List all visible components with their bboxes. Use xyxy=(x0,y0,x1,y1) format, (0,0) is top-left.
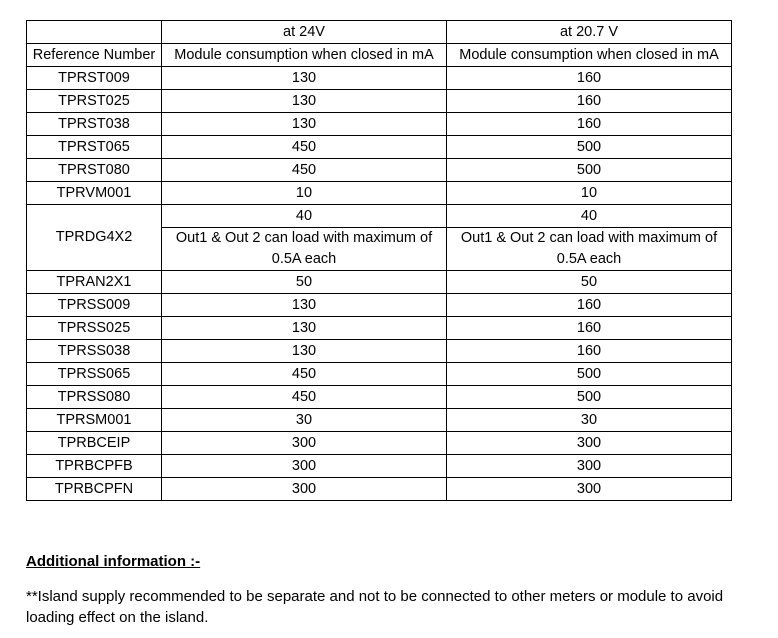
table-row xyxy=(27,409,732,432)
value-20-7v-cell: 500 xyxy=(447,363,732,386)
header-cell-blank xyxy=(27,21,162,44)
table-row xyxy=(27,317,732,340)
header-row xyxy=(27,21,732,44)
value-20-7v-cell: 300 xyxy=(447,455,732,478)
value-24v-cell: 450 xyxy=(162,386,447,409)
table-row xyxy=(27,478,732,501)
additional-info-note: **Island supply recommended to be separate and not to be connected to other meters or module to avoid loading effect on the island. xyxy=(26,588,724,626)
header-cell-24v: at 24V xyxy=(162,21,447,44)
column-header-consumption-24v: Module consumption when closed in mA xyxy=(162,44,447,67)
value-24v-cell: 450 xyxy=(162,159,447,182)
reference-cell: TPRDG4X2 xyxy=(27,205,162,271)
reference-cell: TPRSM001 xyxy=(27,409,162,432)
table-row xyxy=(27,363,732,386)
value-24v-cell: 450 xyxy=(162,136,447,159)
value-20-7v-cell: 300 xyxy=(447,478,732,501)
consumption-table xyxy=(26,20,732,501)
value-20-7v-cell: 30 xyxy=(447,409,732,432)
table-row xyxy=(27,294,732,317)
subheader-row xyxy=(27,44,732,67)
value-24v-cell: 450 xyxy=(162,363,447,386)
value-20-7v-cell: 160 xyxy=(447,294,732,317)
reference-cell: TPRBCPFN xyxy=(27,478,162,501)
header-cell-20-7v: at 20.7 V xyxy=(447,21,732,44)
value-24v-cell: 130 xyxy=(162,113,447,136)
value-20-7v-cell: 500 xyxy=(447,159,732,182)
reference-cell: TPRST025 xyxy=(27,90,162,113)
value-24v-cell: 130 xyxy=(162,67,447,90)
reference-cell: TPRSS009 xyxy=(27,294,162,317)
value-20-7v-cell: 300 xyxy=(447,432,732,455)
table-row xyxy=(27,432,732,455)
table-row xyxy=(27,271,732,294)
table-row xyxy=(27,340,732,363)
value-20-7v-cell: 500 xyxy=(447,136,732,159)
reference-cell: TPRSS038 xyxy=(27,340,162,363)
value-24v-cell: 50 xyxy=(162,271,447,294)
value-20-7v-cell: 160 xyxy=(447,90,732,113)
column-header-consumption-20-7v: Module consumption when closed in mA xyxy=(447,44,732,67)
value-24v-cell: 130 xyxy=(162,317,447,340)
note-24v-cell: Out1 & Out 2 can load with maximum of 0.5A each xyxy=(162,228,447,271)
table-row xyxy=(27,182,732,205)
table-row xyxy=(27,136,732,159)
value-24v-cell: 130 xyxy=(162,90,447,113)
value-20-7v-cell: 160 xyxy=(447,317,732,340)
table-row xyxy=(27,386,732,409)
table-row xyxy=(27,90,732,113)
table-row xyxy=(27,455,732,478)
table-row xyxy=(27,113,732,136)
reference-cell: TPRST065 xyxy=(27,136,162,159)
value-24v-cell: 300 xyxy=(162,432,447,455)
value-20-7v-cell: 160 xyxy=(447,67,732,90)
reference-cell: TPRAN2X1 xyxy=(27,271,162,294)
value-20-7v-cell: 50 xyxy=(447,271,732,294)
value-20-7v-cell: 160 xyxy=(447,113,732,136)
table-row xyxy=(27,159,732,182)
reference-cell: TPRSS065 xyxy=(27,363,162,386)
value-20-7v-cell: 160 xyxy=(447,340,732,363)
reference-cell: TPRST009 xyxy=(27,67,162,90)
table-row xyxy=(27,205,732,228)
value-24v-cell: 130 xyxy=(162,340,447,363)
reference-cell: TPRSS025 xyxy=(27,317,162,340)
reference-cell: TPRVM001 xyxy=(27,182,162,205)
value-24v-cell: 30 xyxy=(162,409,447,432)
additional-info-title: Additional information :- xyxy=(26,553,201,570)
column-header-reference: Reference Number xyxy=(27,44,162,67)
value-24v-cell: 300 xyxy=(162,455,447,478)
reference-cell: TPRST080 xyxy=(27,159,162,182)
reference-cell: TPRSS080 xyxy=(27,386,162,409)
note-20-7v-cell: Out1 & Out 2 can load with maximum of 0.5A each xyxy=(447,228,732,271)
reference-cell: TPRST038 xyxy=(27,113,162,136)
value-24v-cell: 10 xyxy=(162,182,447,205)
reference-cell: TPRBCEIP xyxy=(27,432,162,455)
reference-cell: TPRBCPFB xyxy=(27,455,162,478)
table-row xyxy=(27,67,732,90)
value-24v-cell: 40 xyxy=(162,205,447,228)
value-20-7v-cell: 500 xyxy=(447,386,732,409)
value-20-7v-cell: 10 xyxy=(447,182,732,205)
value-20-7v-cell: 40 xyxy=(447,205,732,228)
value-24v-cell: 300 xyxy=(162,478,447,501)
value-24v-cell: 130 xyxy=(162,294,447,317)
